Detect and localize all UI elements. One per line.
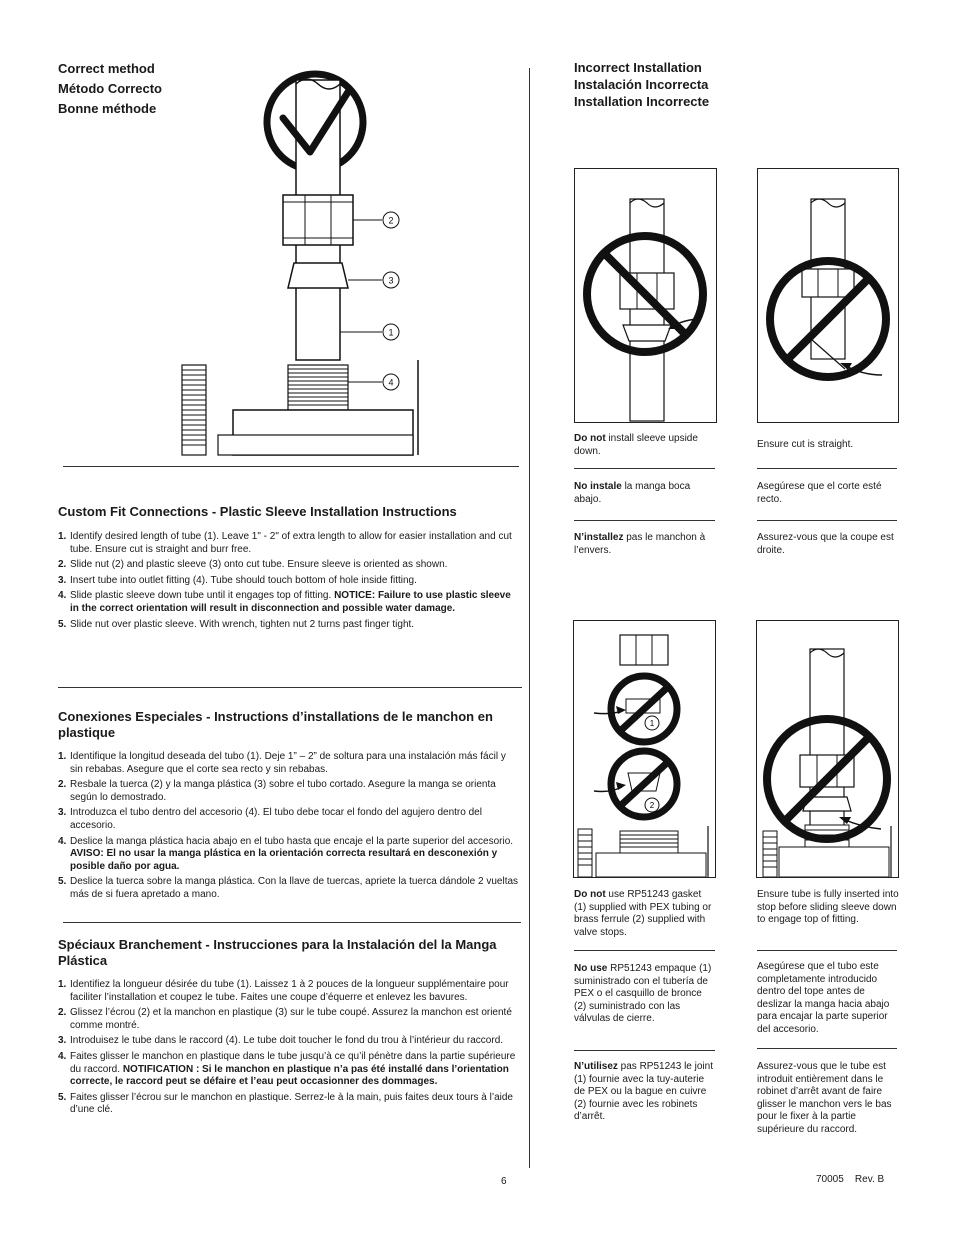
incorrect-title-en: Incorrect Installation	[574, 60, 702, 75]
divider	[574, 520, 715, 521]
divider	[757, 468, 897, 469]
list-item: 5. Faites glisser l’écrou sur le manchon en plastique. Serrez-le à la main, puis faites deux tours à l’aide d’une clé.	[58, 1091, 513, 1116]
figure-tube-inserted	[756, 620, 899, 878]
caption-fig1-fr: N’installez pas le manchon à l’envers.	[574, 532, 706, 556]
correct-title-es: Método Correcto	[58, 81, 162, 96]
caption-fig2-fr: Assurez-vous que la coupe est droite.	[757, 532, 894, 556]
spanish-steps	[58, 751, 520, 905]
correct-method-illustration	[170, 60, 450, 460]
english-steps	[58, 531, 520, 634]
caption-fig4-fr: Assurez-vous que le tube est introduit entièrement dans le robinet d’arrêt avant de faire glisser le manchon vers le bas pour le fixer à la partie supérieure du raccord.	[757, 1061, 892, 1135]
caption-fig1-es: No instale la manga boca abajo.	[574, 481, 691, 505]
caption-fig1-en: Do not install sleeve upside down.	[574, 433, 698, 457]
incorrect-title-es: Instalación Incorrecta	[574, 77, 709, 92]
correct-title-fr: Bonne méthode	[58, 101, 157, 116]
divider	[757, 1048, 897, 1049]
no-sign-icon	[758, 169, 898, 422]
divider	[574, 468, 715, 469]
plastic-sleeve	[288, 263, 348, 288]
page-number: 6	[501, 1176, 507, 1187]
figure-cut-straight	[757, 168, 899, 423]
divider	[574, 1050, 715, 1051]
list-item: 3. Introduisez le tube dans le raccord (4). Le tube doit toucher le fond du trou à l’intérieur du raccord.	[58, 1035, 504, 1047]
no-sign-icon	[574, 621, 715, 877]
list-item: 4. Slide plastic sleeve down tube until it engages top of fitting. NOTICE: Failure to use plastic sleeve in the correct orientation will result in disconnection and possible water damage.	[58, 590, 511, 614]
caption-fig3-fr: N’utilisez pas RP51243 le joint (1) fournie avec la tuy-auterie de PEX ou la bague en cuivre (2) fournie avec les robinets d’arrêt.	[574, 1061, 713, 1123]
callout-3: 3	[388, 275, 394, 286]
french-section-title: Spéciaux Branchement - Instrucciones para la Instalación del la Manga Plástica	[58, 937, 497, 968]
caption-fig3-es: No use RP51243 empaque (1) suministrado con el tubería de PEX o el casquillo de bronce (2) suministrado con las válvulas de cierre.	[574, 963, 712, 1025]
list-item: 2. Resbale la tuerca (2) y la manga plástica (3) sobre el tubo cortado. Asegure la manga se orienta según lo demostrado.	[58, 779, 496, 803]
incorrect-installation-title	[574, 59, 709, 110]
list-item: 3. Insert tube into outlet fitting (4). Tube should touch bottom of hole inside fitting.	[58, 574, 417, 586]
divider	[63, 466, 519, 467]
list-item: 1. Identify desired length of tube (1). Leave 1" - 2" of extra length to allow for easier installation and cut tube. Ensure cut is straight and burr free.	[58, 531, 512, 555]
figure-gasket-ferrule	[573, 620, 716, 878]
no-sign-icon	[575, 169, 716, 422]
caption-fig4-es: Asegúrese que el tubo este completamente introducido dentro del tope antes de deslizar la manga hacia abajo para encajar la parte superior del accesorio.	[757, 961, 890, 1035]
callout-1: 1	[388, 327, 394, 338]
outlet-fitting	[288, 365, 348, 410]
divider	[63, 922, 521, 923]
divider	[574, 950, 715, 951]
list-item: 4. Faites glisser le manchon en plastique dans le tube jusqu’à ce qu’il pénètre dans la partie supérieure du raccord. NOTIFICATION : Si le manchon en plastique n’a pas été installé dans l’orientation correcte, le raccord peut se défaire et l’eau peut occasionner des dommages.	[58, 1050, 516, 1088]
callout-4: 4	[388, 377, 394, 388]
incorrect-title-fr: Installation Incorrecte	[574, 94, 710, 109]
callout-1: 1	[649, 719, 655, 728]
document-revision: 70005 Rev. B	[816, 1174, 885, 1185]
no-sign-icon	[757, 621, 898, 877]
list-item: 5. Deslice la tuerca sobre la manga plástica. Con la llave de tuercas, apriete la tuerca dándole 2 vueltas más de si fuera apretado a mano.	[58, 876, 519, 900]
list-item: 5. Slide nut over plastic sleeve. With wrench, tighten nut 2 turns past finger tight.	[58, 618, 415, 630]
divider	[757, 520, 897, 521]
caption-fig4-en: Ensure tube is fully inserted into stop before sliding sleeve down to engage top of fitting.	[757, 889, 899, 926]
list-item: 2. Slide nut (2) and plastic sleeve (3) onto cut tube. Ensure sleeve is oriented as shown.	[58, 559, 448, 571]
divider	[757, 950, 897, 951]
list-item: 2. Glissez l’écrou (2) et la manchon en plastique (3) sur le tube coupé. Assurez la manchon est orienté comme montré.	[58, 1007, 512, 1031]
french-steps	[58, 979, 520, 1120]
correct-title-en: Correct method	[58, 61, 155, 76]
callout-2: 2	[649, 801, 655, 810]
figure-sleeve-upside-down	[574, 168, 717, 423]
english-section-title: Custom Fit Connections - Plastic Sleeve Installation Instructions	[58, 504, 457, 519]
caption-fig3-en: Do not use RP51243 gasket (1) supplied with PEX tubing or brass ferrule (2) supplied with valve stops.	[574, 889, 712, 938]
list-item: 4. Deslice la manga plástica hacia abajo en el tubo hasta que encaje el la parte superior del accesorio. AVISO: El no usar la manga plástica en la orientación correcta resultará en desconexión y posible daño por agua.	[58, 835, 514, 872]
spanish-section-title: Conexiones Especiales - Instructions d’installations de le manchon en plastique	[58, 709, 493, 740]
correct-method-title	[58, 59, 162, 119]
list-item: 3. Introduzca el tubo dentro del accesorio (4). El tubo debe tocar el fondo del agujero dentro del accesorio.	[58, 807, 482, 831]
callout-2: 2	[388, 215, 394, 226]
list-item: 1. Identifique la longitud deseada del tubo (1). Deje 1” – 2” de soltura para una instalación más fácil y sin rebabas. Asegure que el corte sea recto y sin rebabas.	[58, 751, 506, 775]
list-item: 1. Identifiez la longueur désirée du tube (1). Laissez 1 à 2 pouces de la longueur supplémentaire pour faciliter l’installation et coupez le tube. Faites une coupe d’équerre et enlevez les bavures.	[58, 979, 509, 1003]
divider	[58, 687, 522, 688]
caption-fig2-es: Asegúrese que el corte esté recto.	[757, 481, 882, 505]
caption-fig2-en: Ensure cut is straight.	[757, 439, 854, 450]
column-divider	[529, 68, 530, 1168]
